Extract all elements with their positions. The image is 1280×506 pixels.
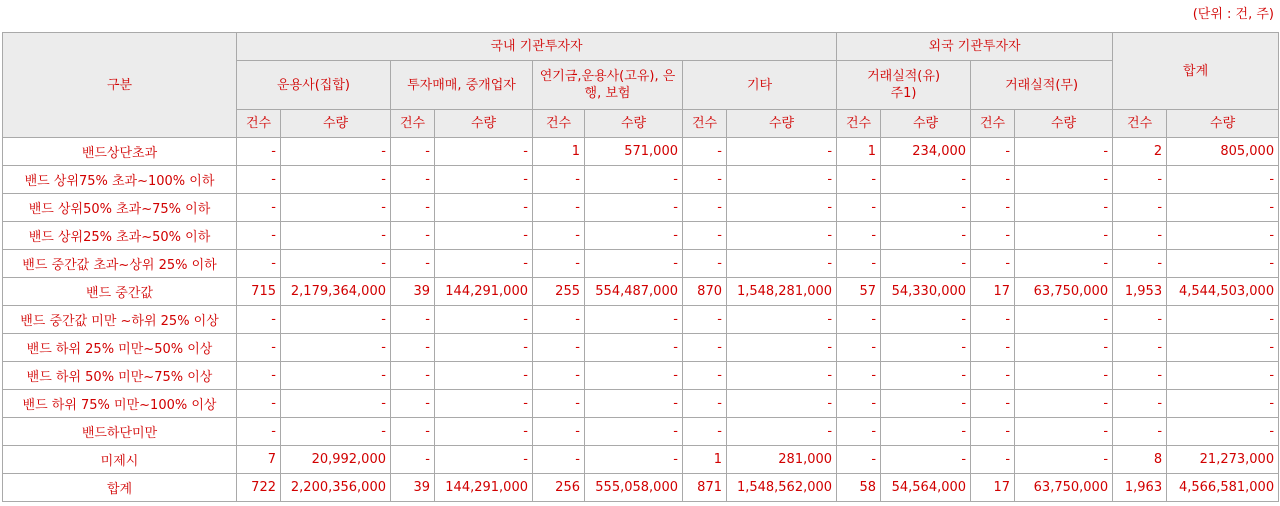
count-cell: 1,953: [1113, 278, 1167, 306]
row-label: 밴드 중간값: [3, 278, 237, 306]
quantity-cell: -: [585, 418, 683, 446]
header-foreign-with-record: 거래실적(유) 주1): [837, 61, 971, 110]
count-cell: 17: [971, 474, 1015, 502]
quantity-cell: 805,000: [1167, 138, 1279, 166]
quantity-cell: -: [281, 250, 391, 278]
quantity-cell: -: [435, 222, 533, 250]
quantity-cell: -: [881, 306, 971, 334]
header-quantity: 수량: [435, 110, 533, 138]
quantity-cell: 4,544,503,000: [1167, 278, 1279, 306]
row-label: 밴드 상위50% 초과~75% 이하: [3, 194, 237, 222]
quantity-cell: -: [435, 138, 533, 166]
count-cell: 722: [237, 474, 281, 502]
quantity-cell: -: [435, 446, 533, 474]
table-row: [3, 446, 1279, 474]
quantity-cell: 2,179,364,000: [281, 278, 391, 306]
quantity-cell: -: [1015, 222, 1113, 250]
count-cell: 255: [533, 278, 585, 306]
count-cell: 58: [837, 474, 881, 502]
quantity-cell: -: [881, 222, 971, 250]
header-quantity: 수량: [281, 110, 391, 138]
count-cell: -: [1113, 362, 1167, 390]
quantity-cell: -: [585, 446, 683, 474]
count-cell: -: [683, 334, 727, 362]
quantity-cell: -: [1015, 418, 1113, 446]
quantity-cell: -: [281, 194, 391, 222]
count-cell: -: [837, 334, 881, 362]
count-cell: -: [533, 222, 585, 250]
count-cell: -: [971, 306, 1015, 334]
table-row: [3, 166, 1279, 194]
quantity-cell: -: [1167, 222, 1279, 250]
header-quantity: 수량: [585, 110, 683, 138]
count-cell: -: [1113, 250, 1167, 278]
quantity-cell: 144,291,000: [435, 474, 533, 502]
quantity-cell: 21,273,000: [1167, 446, 1279, 474]
quantity-cell: 1,548,562,000: [727, 474, 837, 502]
quantity-cell: -: [435, 250, 533, 278]
quantity-cell: -: [585, 250, 683, 278]
count-cell: 2: [1113, 138, 1167, 166]
count-cell: -: [971, 250, 1015, 278]
count-cell: -: [837, 194, 881, 222]
count-cell: -: [1113, 166, 1167, 194]
quantity-cell: 1,548,281,000: [727, 278, 837, 306]
count-cell: -: [391, 250, 435, 278]
quantity-cell: -: [281, 334, 391, 362]
quantity-cell: -: [727, 390, 837, 418]
quantity-cell: -: [1167, 166, 1279, 194]
count-cell: -: [837, 166, 881, 194]
quantity-cell: -: [881, 194, 971, 222]
count-cell: -: [237, 362, 281, 390]
count-cell: -: [1113, 390, 1167, 418]
header-asset-mgmt-collective: 운용사(집합): [237, 61, 391, 110]
count-cell: -: [391, 138, 435, 166]
count-cell: -: [1113, 306, 1167, 334]
quantity-cell: -: [1015, 166, 1113, 194]
quantity-cell: -: [727, 166, 837, 194]
quantity-cell: 554,487,000: [585, 278, 683, 306]
table-row: [3, 194, 1279, 222]
count-cell: 870: [683, 278, 727, 306]
quantity-cell: 4,566,581,000: [1167, 474, 1279, 502]
count-cell: -: [837, 390, 881, 418]
count-cell: -: [237, 138, 281, 166]
header-quantity: 수량: [1015, 110, 1113, 138]
table-body: [3, 138, 1279, 502]
quantity-cell: -: [1167, 390, 1279, 418]
header-category: 구분: [3, 33, 237, 138]
count-cell: -: [533, 390, 585, 418]
row-label: 밴드 중간값 초과~상위 25% 이하: [3, 250, 237, 278]
count-cell: -: [837, 222, 881, 250]
header-investment-trading: 투자매매, 중개업자: [391, 61, 533, 110]
quantity-cell: 20,992,000: [281, 446, 391, 474]
quantity-cell: -: [1167, 250, 1279, 278]
quantity-cell: 144,291,000: [435, 278, 533, 306]
count-cell: -: [391, 166, 435, 194]
count-cell: -: [837, 362, 881, 390]
quantity-cell: -: [281, 306, 391, 334]
count-cell: -: [533, 334, 585, 362]
count-cell: -: [391, 222, 435, 250]
quantity-cell: 2,200,356,000: [281, 474, 391, 502]
count-cell: -: [391, 418, 435, 446]
count-cell: -: [837, 306, 881, 334]
quantity-cell: -: [281, 362, 391, 390]
header-quantity: 수량: [1167, 110, 1279, 138]
table-row: [3, 306, 1279, 334]
quantity-cell: -: [1015, 250, 1113, 278]
quantity-cell: -: [435, 306, 533, 334]
row-label: 밴드 하위 75% 미만~100% 이상: [3, 390, 237, 418]
quantity-cell: -: [1167, 334, 1279, 362]
quantity-cell: 571,000: [585, 138, 683, 166]
count-cell: -: [971, 334, 1015, 362]
count-cell: -: [971, 362, 1015, 390]
quantity-cell: -: [585, 334, 683, 362]
quantity-cell: -: [1015, 362, 1113, 390]
quantity-cell: -: [435, 194, 533, 222]
row-label: 합계: [3, 474, 237, 502]
quantity-cell: -: [435, 334, 533, 362]
quantity-cell: -: [1167, 362, 1279, 390]
header-count: 건수: [837, 110, 881, 138]
quantity-cell: -: [585, 194, 683, 222]
quantity-cell: -: [281, 166, 391, 194]
table-row: [3, 222, 1279, 250]
quantity-cell: -: [1015, 306, 1113, 334]
count-cell: -: [237, 250, 281, 278]
quantity-cell: -: [881, 362, 971, 390]
header-foreign-without-record: 거래실적(무): [971, 61, 1113, 110]
row-label: 밴드 하위 25% 미만~50% 이상: [3, 334, 237, 362]
row-label: 미제시: [3, 446, 237, 474]
table-row: [3, 138, 1279, 166]
quantity-cell: -: [1015, 334, 1113, 362]
quantity-cell: -: [281, 138, 391, 166]
header-other: 기타: [683, 61, 837, 110]
count-cell: 8: [1113, 446, 1167, 474]
count-cell: -: [683, 222, 727, 250]
demand-forecast-table: [2, 32, 1279, 502]
row-label: 밴드 하위 50% 미만~75% 이상: [3, 362, 237, 390]
count-cell: -: [683, 362, 727, 390]
count-cell: 1: [837, 138, 881, 166]
count-cell: 1: [533, 138, 585, 166]
count-cell: -: [971, 446, 1015, 474]
count-cell: -: [391, 446, 435, 474]
quantity-cell: -: [585, 390, 683, 418]
count-cell: -: [237, 306, 281, 334]
count-cell: -: [391, 390, 435, 418]
count-cell: -: [683, 194, 727, 222]
quantity-cell: -: [727, 418, 837, 446]
row-label: 밴드하단미만: [3, 418, 237, 446]
quantity-cell: -: [1167, 418, 1279, 446]
count-cell: 57: [837, 278, 881, 306]
count-cell: -: [837, 446, 881, 474]
quantity-cell: -: [435, 390, 533, 418]
count-cell: -: [683, 250, 727, 278]
table-row: [3, 334, 1279, 362]
quantity-cell: 555,058,000: [585, 474, 683, 502]
header-count: 건수: [1113, 110, 1167, 138]
count-cell: -: [533, 418, 585, 446]
count-cell: 1,963: [1113, 474, 1167, 502]
count-cell: -: [683, 166, 727, 194]
count-cell: -: [237, 334, 281, 362]
count-cell: -: [837, 418, 881, 446]
quantity-cell: -: [881, 250, 971, 278]
row-label: 밴드상단초과: [3, 138, 237, 166]
quantity-cell: -: [1015, 194, 1113, 222]
count-cell: 1: [683, 446, 727, 474]
quantity-cell: -: [585, 166, 683, 194]
count-cell: -: [1113, 194, 1167, 222]
count-cell: -: [237, 194, 281, 222]
quantity-cell: 234,000: [881, 138, 971, 166]
quantity-cell: -: [585, 362, 683, 390]
row-label: 밴드 상위25% 초과~50% 이하: [3, 222, 237, 250]
quantity-cell: -: [281, 390, 391, 418]
header-count: 건수: [533, 110, 585, 138]
header-total: 합계: [1113, 33, 1279, 110]
quantity-cell: -: [435, 418, 533, 446]
table-row: [3, 362, 1279, 390]
quantity-cell: -: [585, 222, 683, 250]
count-cell: -: [237, 222, 281, 250]
table-row: [3, 474, 1279, 502]
header-count: 건수: [971, 110, 1015, 138]
quantity-cell: -: [585, 306, 683, 334]
count-cell: -: [391, 362, 435, 390]
header-count: 건수: [683, 110, 727, 138]
count-cell: -: [391, 306, 435, 334]
header-domestic: 국내 기관투자자: [237, 33, 837, 61]
count-cell: -: [533, 306, 585, 334]
count-cell: -: [391, 194, 435, 222]
quantity-cell: -: [435, 166, 533, 194]
quantity-cell: -: [881, 418, 971, 446]
quantity-cell: 281,000: [727, 446, 837, 474]
count-cell: -: [683, 138, 727, 166]
quantity-cell: -: [727, 250, 837, 278]
table-row: [3, 278, 1279, 306]
count-cell: -: [533, 362, 585, 390]
quantity-cell: -: [435, 362, 533, 390]
count-cell: -: [683, 306, 727, 334]
table-row: [3, 390, 1279, 418]
count-cell: 17: [971, 278, 1015, 306]
table-row: [3, 418, 1279, 446]
header-quantity: 수량: [727, 110, 837, 138]
header-foreign: 외국 기관투자자: [837, 33, 1113, 61]
count-cell: -: [533, 446, 585, 474]
quantity-cell: 63,750,000: [1015, 278, 1113, 306]
header-quantity: 수량: [881, 110, 971, 138]
count-cell: -: [837, 250, 881, 278]
quantity-cell: -: [881, 446, 971, 474]
quantity-cell: -: [1015, 138, 1113, 166]
quantity-cell: -: [1015, 390, 1113, 418]
count-cell: -: [533, 194, 585, 222]
count-cell: -: [683, 418, 727, 446]
count-cell: 39: [391, 278, 435, 306]
unit-note: (단위 : 건, 주): [1192, 7, 1274, 22]
count-cell: 39: [391, 474, 435, 502]
count-cell: -: [971, 418, 1015, 446]
count-cell: -: [1113, 334, 1167, 362]
quantity-cell: -: [281, 418, 391, 446]
count-cell: -: [683, 390, 727, 418]
quantity-cell: 63,750,000: [1015, 474, 1113, 502]
count-cell: -: [1113, 222, 1167, 250]
count-cell: -: [391, 334, 435, 362]
quantity-cell: -: [727, 138, 837, 166]
count-cell: -: [1113, 418, 1167, 446]
table-header: [3, 33, 1279, 138]
header-count: 건수: [391, 110, 435, 138]
count-cell: -: [533, 166, 585, 194]
count-cell: -: [971, 194, 1015, 222]
header-pension: 연기금,운용사(고유), 은행, 보험: [533, 61, 683, 110]
count-cell: -: [237, 166, 281, 194]
row-label: 밴드 중간값 미만 ~하위 25% 이상: [3, 306, 237, 334]
quantity-cell: -: [727, 306, 837, 334]
count-cell: -: [237, 390, 281, 418]
quantity-cell: -: [281, 222, 391, 250]
count-cell: -: [971, 222, 1015, 250]
quantity-cell: -: [881, 166, 971, 194]
quantity-cell: -: [1167, 306, 1279, 334]
count-cell: -: [971, 390, 1015, 418]
quantity-cell: -: [727, 194, 837, 222]
count-cell: 871: [683, 474, 727, 502]
count-cell: -: [971, 166, 1015, 194]
quantity-cell: -: [1167, 194, 1279, 222]
count-cell: -: [971, 138, 1015, 166]
count-cell: 256: [533, 474, 585, 502]
header-count: 건수: [237, 110, 281, 138]
count-cell: 7: [237, 446, 281, 474]
quantity-cell: 54,564,000: [881, 474, 971, 502]
count-cell: 715: [237, 278, 281, 306]
row-label: 밴드 상위75% 초과~100% 이하: [3, 166, 237, 194]
quantity-cell: 54,330,000: [881, 278, 971, 306]
quantity-cell: -: [727, 334, 837, 362]
quantity-cell: -: [727, 222, 837, 250]
quantity-cell: -: [881, 390, 971, 418]
quantity-cell: -: [1015, 446, 1113, 474]
count-cell: -: [533, 250, 585, 278]
quantity-cell: -: [727, 362, 837, 390]
count-cell: -: [237, 418, 281, 446]
table-row: [3, 250, 1279, 278]
quantity-cell: -: [881, 334, 971, 362]
